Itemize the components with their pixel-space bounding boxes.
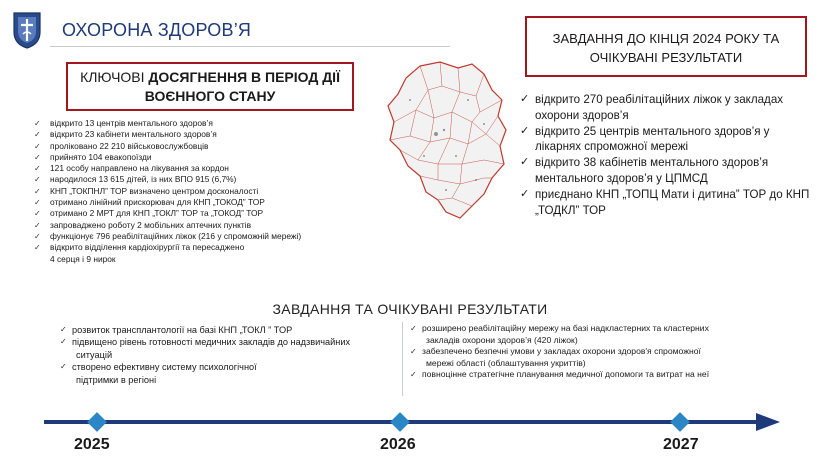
list-item: ✓ отримано лінійний прискорювач для КНП „ТОКОД” ТОР [34,197,265,208]
list-item: ✓ 121 особу направлено на лікування за кордон [34,163,229,174]
list-item: ✓ проліковано 22 210 військовослужбовців [34,140,209,151]
tasks-2024-heading-box [525,16,807,77]
achievements-list [34,118,379,265]
tasks-2024-list [520,92,816,218]
check-icon: ✓ [410,324,417,333]
list-item: ✓ КНП „ТОКПНЛ” ТОР визначено центром досконалості [34,185,259,196]
list-item: ✓ розвиток трансплантології на базі КНП „ТОКЛ ” ТОР [60,325,293,335]
list-item: ✓ відкрито 25 центрів ментального здоров’я у лікарнях спроможної мережі [520,124,770,154]
check-icon: ✓ [34,186,41,196]
list-item: ✓ прийнято 104 евакопоїзди [34,151,152,162]
check-icon: ✓ [34,152,41,162]
timeline-marker-2027 [670,412,690,432]
tasks-2024-heading-line1: ЗАВДАННЯ ДО КІНЦЯ 2024 РОКУ ТА [552,31,780,46]
check-icon: ✓ [520,187,530,200]
list-item: ✓ запроваджено роботу 2 мобільних аптечних пунктів [34,219,252,230]
year-label-2025: 2025 [74,436,110,453]
list-item: ✓ народилося 13 615 дітей, із них ВПО 915 (6,7%) [34,174,237,185]
check-icon: ✓ [34,164,41,174]
check-icon: ✓ [34,198,41,208]
list-item: ✓ підвищено рівень готовності медичних закладів до надзвичайних ситуацій [60,337,351,360]
check-icon: ✓ [410,370,417,380]
check-icon: ✓ [34,141,41,151]
check-icon: ✓ [520,156,530,169]
page-title: ОХОРОНА ЗДОРОВ’Я [62,20,252,40]
achievements-heading-line2: ВОЄННОГО СТАНУ [144,88,276,104]
timeline-arrow-icon [756,413,780,431]
timeline [40,410,790,434]
list-item: ✓ повноцінне стратегічне планування медичної допомоги та витрат на неї [410,369,710,380]
region-map [380,60,515,222]
period-2025-2026-list [60,324,392,386]
check-icon: ✓ [60,362,67,372]
list-item: ✓ забезпечено безпечні умови у закладах охорони здоров'я спроможної мережі області (облаштування укриттів) [410,346,701,368]
list-item: ✓ функціонує 796 реабілітаційних ліжок (216 у спроможній мережі) [34,230,302,241]
list-item: ✓ створено ефективну систему психологічної підтримки в регіоні [60,362,257,385]
achievements-heading-prefix: КЛЮЧОВІ [80,69,149,85]
period-divider [402,322,403,396]
title-divider [50,46,450,47]
check-icon: ✓ [60,337,67,347]
year-label-2027: 2027 [663,436,699,453]
check-icon: ✓ [520,124,530,137]
list-item: ✓ відкрито відділення кардіохірургії та пересаджено [34,242,245,253]
list-item: ✓ розширено реабілітаційну мережу на базі надкластерних та кластерних закладів охорони здоров’я (420 ліжок) [410,323,709,345]
check-icon: ✓ [34,119,41,128]
coat-of-arms-icon [10,10,44,50]
check-icon: ✓ [34,175,41,185]
check-icon: ✓ [34,220,41,230]
check-icon: ✓ [34,130,41,140]
tasks-2024-heading-line2: ОЧІКУВАНІ РЕЗУЛЬТАТИ [589,50,743,65]
list-item: ✓ відкрито 38 кабінетів ментального здоров’я ментального здоров’я у ЦПМСД [520,156,769,185]
timeline-marker-2025 [87,412,107,432]
list-item: ✓ отримано 2 МРТ для КНП „ТОКЛ” ТОР та „ТОКОД” ТОР [34,208,264,219]
check-icon: ✓ [60,325,67,334]
check-icon: ✓ [34,231,41,241]
check-icon: ✓ [34,243,41,253]
list-item: ✓ відкрито 23 кабінети ментального здоров’я [34,129,217,140]
list-item: ✓ відкрито 13 центрів ментального здоров’я [34,118,213,128]
list-item-continuation: 4 серця і 9 нирок [50,253,116,264]
period-2026-2027-list [410,323,805,381]
list-item: ✓ відкрито 270 реабілітаційних ліжок у закладах охорони здоров’я [520,93,784,122]
check-icon: ✓ [520,93,530,105]
achievements-heading-box [66,62,354,111]
list-item: ✓ приєднано КНП „ТОПЦ Мати і дитина” ТОР до КНП „ТОДКЛ” ТОР [520,187,810,217]
check-icon: ✓ [34,209,41,219]
plan-section-title: ЗАВДАННЯ ТА ОЧІКУВАНІ РЕЗУЛЬТАТИ [272,301,548,317]
timeline-marker-2026 [390,412,410,432]
year-label-2026: 2026 [380,436,416,453]
check-icon: ✓ [410,347,417,357]
achievements-heading-bold: ДОСЯГНЕННЯ В ПЕРІОД ДІЇ [148,69,340,85]
